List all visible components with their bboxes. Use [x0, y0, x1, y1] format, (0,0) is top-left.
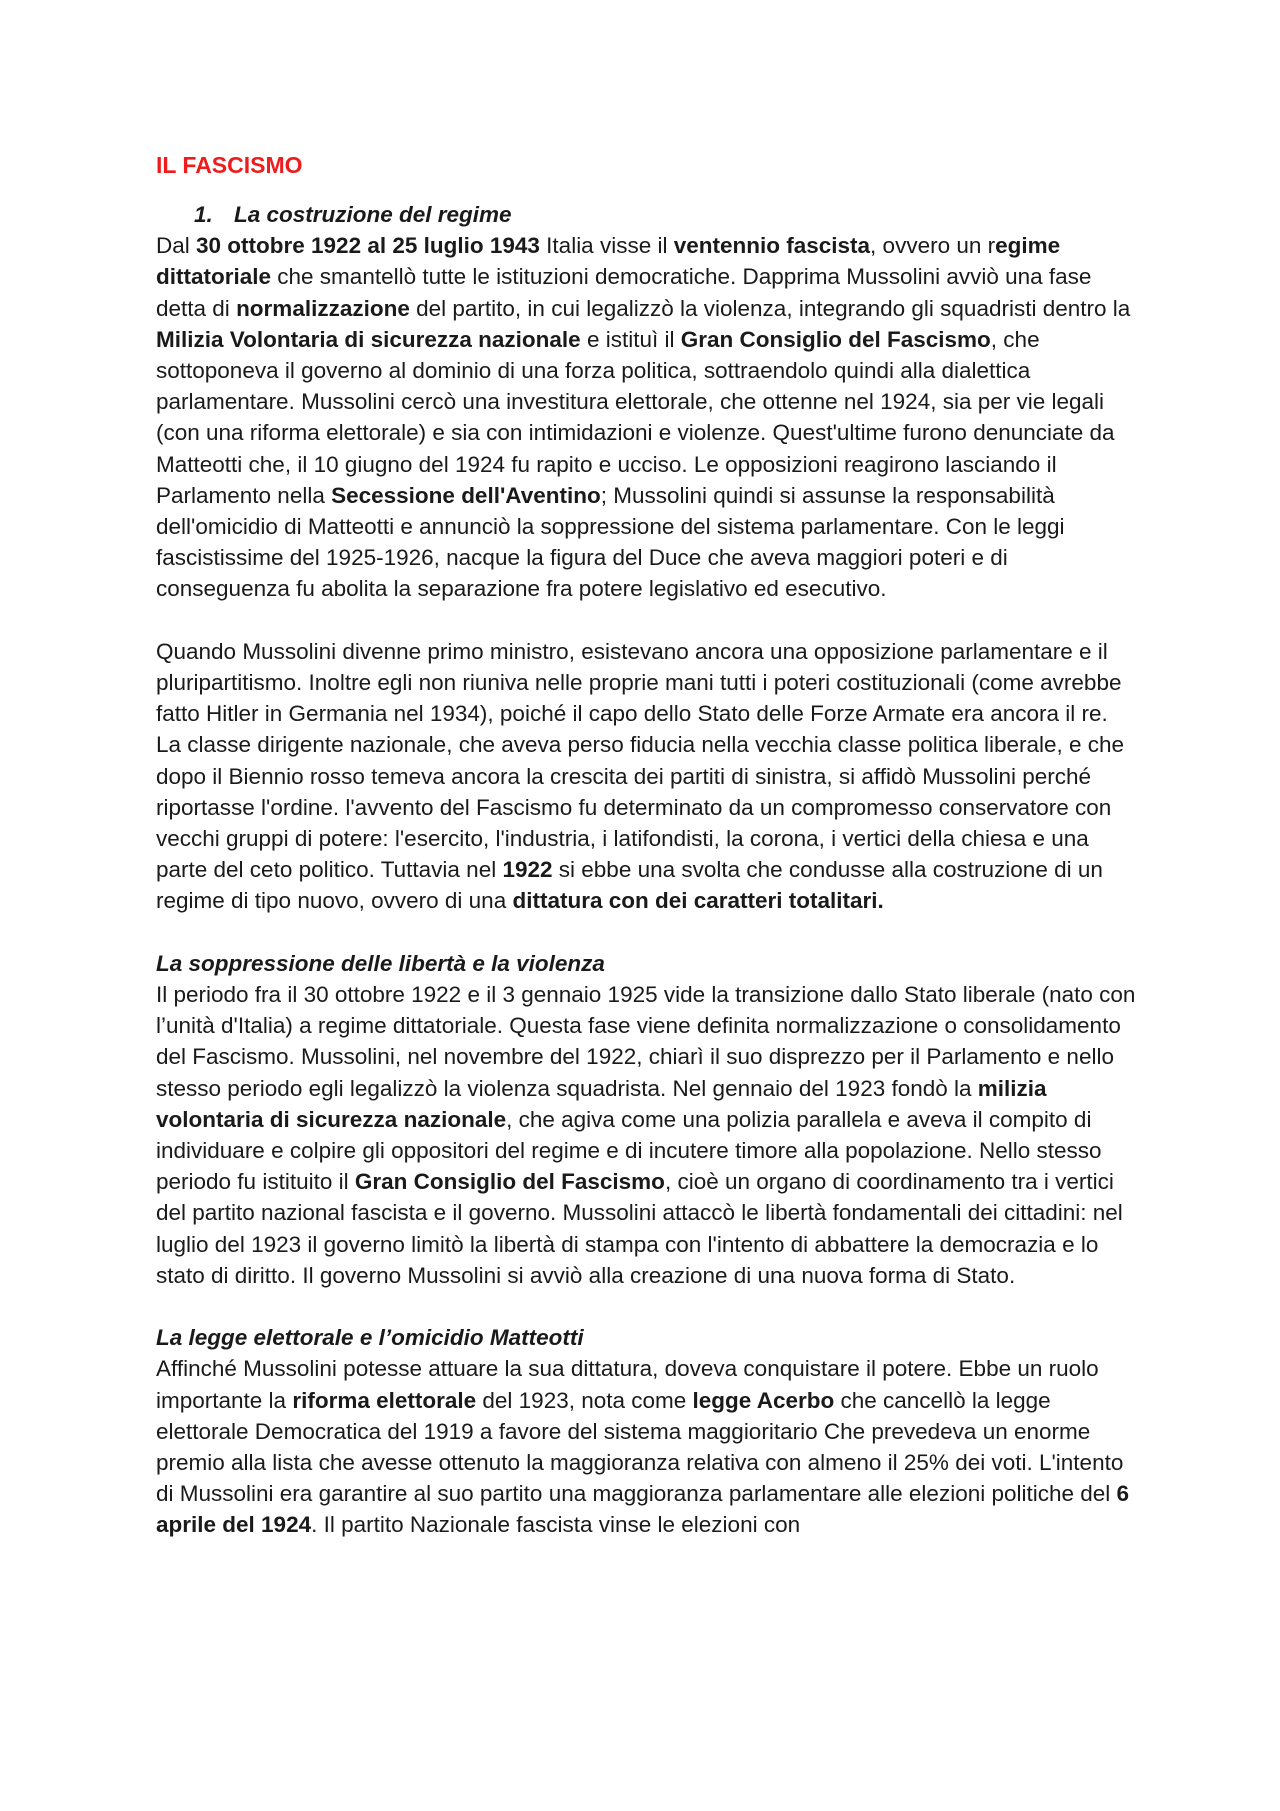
- text-run: , che agiva come una polizia parallela e aveva il compito di individuare e colpire gli oppositori del regime e di incutere timore alla popolazione. Nello stesso periodo fu istituito il: [156, 1106, 1102, 1195]
- text-run: Affinché Mussolini potesse attuare la sua dittatura, doveva conquistare il potere. Ebbe un ruolo importante la: [156, 1356, 1099, 1413]
- text-run: ; Mussolini quindi si assunse la responsabilità dell'omicidio di Matteotti e annunciò la soppressione del sistema parlamentare. Con le leggi fascistissime del 1925-1926, nacque la figura del Duce che aveva maggiori poteri e di conseguenza fu abolita la separazione fra potere legislativo ed esecutivo.: [156, 482, 1065, 602]
- paragraph-primo-ministro: [156, 636, 1136, 917]
- paragraph-gap: [156, 917, 1136, 948]
- bold-text-run: legge Acerbo: [692, 1387, 835, 1413]
- section-number: 1.: [194, 202, 213, 227]
- paragraph-ventennio: [156, 230, 1136, 604]
- bold-text-run: ventennio fascista: [673, 233, 871, 259]
- bold-text-run: normalizzazione: [236, 295, 410, 321]
- bold-text-run: 1922: [502, 857, 553, 883]
- bold-text-run: Milizia Volontaria di sicurezza nazionale: [156, 326, 581, 352]
- subheading-legge-elettorale: La legge elettorale e l’omicidio Matteotti: [156, 1325, 584, 1351]
- text-run: , cioè un organo di coordinamento tra i vertici del partito nazional fascista e il governo. Mussolini attaccò le libertà fondamentali dei cittadini: nel luglio del 1923 il governo limitò la libertà di stampa con l'intento di abbattere la democrazia e lo stato di diritto. Il governo Mussolini si avviò alla creazione di una nuova forma di Stato.: [156, 1169, 1123, 1288]
- text-run: del partito, in cui legalizzò la violenza, integrando gli squadristi dentro la: [409, 295, 1131, 321]
- text-run: Italia visse il: [539, 233, 674, 259]
- text-run: e istituì il: [580, 326, 681, 352]
- text-run: Dal: [156, 233, 197, 259]
- text-run: Il periodo fra il 30 ottobre 1922 e il 3 gennaio 1925 vide la transizione dallo Stato liberale (nato con l’unità d'Italia) a regime dittatoriale. Questa fase viene definita normalizzazione o consolidamento del Fascismo. Mussolini, nel novembre del 1922, chiarì il suo disprezzo per il Parlamento e nello stesso periodo egli legalizzò la violenza squadrista. Nel gennaio del 1923 fondò la: [156, 982, 1136, 1101]
- text-run: Quando Mussolini divenne primo ministro, esistevano ancora una opposizione parlamentare e il pluripartitismo. Inoltre egli non riuniva nelle proprie mani tutti i poteri costituzionali (come avrebbe fatto Hitler in Germania nel 1934), poiché il capo dello Stato delle Forze Armate era ancora il re. La classe dirigente nazionale, che aveva perso fiducia nella vecchia classe politica liberale, e che dopo il Biennio rosso temeva ancora la crescita dei partiti di sinistra, si affidò Mussolini perché riportasse l'ordine. l'avvento del Fascismo fu determinato da un compromesso conservatore con vecchi gruppi di potere: l'esercito, l'industria, i latifondisti, la corona, i vertici della chiesa e una parte del ceto politico. Tuttavia nel: [156, 638, 1125, 883]
- text-run: . Il partito Nazionale fascista vinse le elezioni con: [311, 1512, 801, 1538]
- text-run: , che sottoponeva il governo al dominio di una forza politica, sottraendolo quindi alla dialettica parlamentare. Mussolini cercò una investitura elettorale, che ottenne nel 1924, sia per vie legali (con una riforma elettorale) e sia con intimidazioni e violenze. Quest'ultime furono denunciate da Matteotti che, il 10 giugno del 1924 fu rapito e ucciso. Le opposizioni reagirono lasciando il Parlamento nella: [156, 326, 1115, 508]
- text-run: si ebbe una svolta che condusse alla costruzione di un regime di tipo nuovo, ovvero di una: [156, 857, 1103, 914]
- bold-text-run: milizia volontaria di sicurezza nazionale: [156, 1075, 1047, 1132]
- bold-text-run: Gran Consiglio del Fascismo: [680, 326, 991, 352]
- bold-text-run: 6 aprile del 1924: [156, 1481, 1130, 1538]
- text-run: , ovvero un r: [870, 233, 996, 259]
- document-page: [156, 150, 1136, 1541]
- text-run: del 1923, nota come: [476, 1387, 693, 1413]
- paragraph-gap: [156, 605, 1136, 636]
- document-title: IL FASCISMO: [156, 152, 303, 178]
- bold-text-run: Secessione dell'Aventino: [331, 482, 601, 508]
- text-run: che smantellò tutte le istituzioni democratiche. Dapprima Mussolini avviò una fase detta di: [156, 264, 1092, 321]
- bold-text-run: dittatura con dei caratteri totalitari.: [512, 888, 884, 914]
- text-run: che cancellò la legge elettorale Democratica del 1919 a favore del sistema maggioritario Che prevedeva un enorme premio alla lista che avesse ottenuto la maggioranza relativa con almeno il 25% dei voti. L'intento di Mussolini era garantire al suo partito una maggioranza parlamentare alle elezioni politiche del: [156, 1387, 1124, 1507]
- paragraph-soppressione: [156, 979, 1136, 1291]
- bold-text-run: riforma elettorale: [292, 1387, 477, 1413]
- bold-text-run: 30 ottobre 1922 al 25 luglio 1943: [196, 233, 540, 259]
- paragraph-legge-acerbo: [156, 1353, 1136, 1540]
- section-heading-costruzione-regime: [156, 199, 1136, 230]
- bold-text-run: Gran Consiglio del Fascismo: [354, 1169, 665, 1195]
- subheading-soppressione-liberta: La soppressione delle libertà e la violenza: [156, 950, 605, 976]
- paragraph-gap: [156, 1291, 1136, 1322]
- section-heading-text: La costruzione del regime: [234, 202, 512, 227]
- bold-text-run: egime dittatoriale: [156, 233, 1061, 290]
